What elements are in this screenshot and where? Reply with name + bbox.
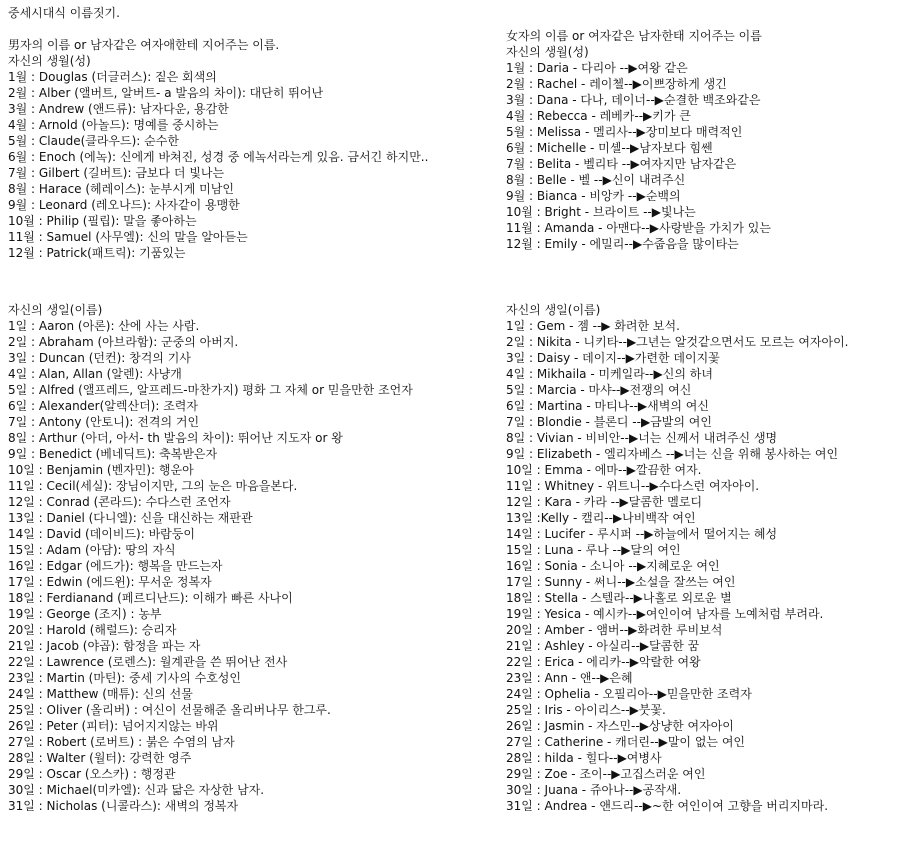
list-item: 1일 : Aaron (아론): 산에 사는 사람. xyxy=(8,319,200,333)
list-item: 8월 : Belle - 벨 --▶신이 내려주신 xyxy=(506,173,686,187)
list-item: 17일 : Sunny - 써니--▶소설을 잘쓰는 여인 xyxy=(506,575,736,589)
list-item: 2월 : Rachel - 레이첼--▶이쁘장하게 생긴 xyxy=(506,77,727,91)
list-item: 19일 : George (조지) : 농부 xyxy=(8,607,162,621)
male-month-section xyxy=(8,5,428,261)
list-item: 4월 : Rebecca - 레베카--▶키가 큰 xyxy=(506,109,691,123)
list-item: 12월 : Patrick(패트릭): 기품있는 xyxy=(8,246,186,260)
list-item: 8월 : Harace (헤레이스): 눈부시게 미남인 xyxy=(8,182,234,196)
list-item: 21일 : Jacob (야곱): 함정을 파는 자 xyxy=(8,639,201,653)
list-item: 5월 : Melissa - 멜리사--▶장미보다 매력적인 xyxy=(506,125,743,139)
list-item: 10일 : Emma - 에마--▶깔끔한 여자. xyxy=(506,463,702,477)
page-title: 중세시대식 이름짓기. xyxy=(8,6,120,20)
list-item: 6일 : Alexander(알렉산더): 조력자 xyxy=(8,399,198,413)
birth-month-heading: 자신의 생월(성) xyxy=(506,45,589,59)
list-item: 3월 : Dana - 다나, 데이너--▶순결한 백조와같은 xyxy=(506,93,761,107)
list-item: 7일 : Antony (안토니): 전격의 거인 xyxy=(8,415,200,429)
list-item: 9월 : Leonard (레오나드): 사자같이 용맹한 xyxy=(8,198,240,212)
female-names-subtitle: 女자의 이름 or 여자같은 남자한태 지어주는 이름 xyxy=(506,29,762,43)
list-item: 1일 : Gem - 젬 --▶ 화려한 보석. xyxy=(506,319,680,333)
list-item: 15일 : Adam (아담): 땅의 자식 xyxy=(8,543,176,557)
male-day-section xyxy=(8,302,413,814)
female-day-section xyxy=(506,302,849,814)
list-item: 3일 : Daisy - 데이지--▶가련한 데이지꽃 xyxy=(506,351,720,365)
list-item: 27일 : Robert (로버트) : 붉은 수염의 남자 xyxy=(8,735,235,749)
female-month-section xyxy=(506,28,771,252)
list-item: 11월 : Samuel (사무엘): 신의 말을 알아듣는 xyxy=(8,230,248,244)
list-item: 25일 : Iris - 아이리스--▶붓꽃. xyxy=(506,703,666,717)
birth-day-heading: 자신의 생일(이름) xyxy=(8,303,103,317)
list-item: 23일 : Ann - 앤--▶은혜 xyxy=(506,671,633,685)
list-item: 22일 : Lawrence (로렌스): 월계관을 쓴 뛰어난 전사 xyxy=(8,655,288,669)
list-item: 12월 : Emily - 에밀리--▶수줍음을 많이타는 xyxy=(506,237,739,251)
list-item: 18일 : Stella - 스텔라--▶나홀로 외로운 별 xyxy=(506,591,732,605)
female-month-list xyxy=(506,60,771,252)
list-item: 5일 : Alfred (앨프레드, 알프레드-마찬가지) 평화 그 자체 or 믿을만한 조언자 xyxy=(8,383,413,397)
list-item: 18일 : Ferdianand (페르디난드): 이해가 빠른 사나이 xyxy=(8,591,293,605)
list-item: 4일 : Mikhaila - 미케일라--▶신의 하녀 xyxy=(506,367,713,381)
list-item: 26일 : Peter (피터): 넘어지지않는 바위 xyxy=(8,719,219,733)
list-item: 4월 : Arnold (아놀드): 명예를 중시하는 xyxy=(8,118,219,132)
list-item: 19일 : Yesica - 예시카--▶여인이여 남자를 노예처럼 부려라. xyxy=(506,607,824,621)
list-item: 13일 :Kelly - 캘리--▶나비백작 여인 xyxy=(506,511,696,525)
list-item: 31일 : Nicholas (니콜라스): 새벽의 정복자 xyxy=(8,799,239,813)
birth-day-heading: 자신의 생일(이름) xyxy=(506,303,601,317)
list-item: 29일 : Zoe - 조이--▶고집스러운 여인 xyxy=(506,767,706,781)
list-item: 6월 : Enoch (에녹): 신에게 바쳐진, 성경 중 에녹서라는게 있음. 금서긴 하지만.. xyxy=(8,150,429,164)
list-item: 13일 : Daniel (다니엘): 신을 대신하는 재판관 xyxy=(8,511,253,525)
list-item: 30일 : Juana - 쥬아나--▶공작새. xyxy=(506,783,682,797)
female-day-list xyxy=(506,318,849,814)
list-item: 21일 : Ashley - 아실리--▶달콤한 꿈 xyxy=(506,639,700,653)
list-item: 27일 : Catherine - 캐더린--▶말이 없는 여인 xyxy=(506,735,746,749)
list-item: 3일 : Duncan (던컨): 창걱의 기사 xyxy=(8,351,191,365)
list-item: 17일 : Edwin (에드윈): 무서운 정복자 xyxy=(8,575,212,589)
list-item: 11일 : Cecil(세실): 장님이지만, 그의 눈은 마음을본다. xyxy=(8,479,298,493)
list-item: 11일 : Whitney - 위트니--▶수다스런 여자아이. xyxy=(506,479,760,493)
list-item: 24일 : Ophelia - 오필리아--▶믿을만한 조력자 xyxy=(506,687,752,701)
list-item: 7일 : Blondie - 블론디 --▶금발의 여인 xyxy=(506,415,712,429)
list-item: 6월 : Michelle - 미셸--▶남자보다 힘쎈 xyxy=(506,141,713,155)
list-item: 9일 : Benedict (베네딕트): 축복받은자 xyxy=(8,447,218,461)
list-item: 10월 : Bright - 브라이트 --▶빛나는 xyxy=(506,205,696,219)
list-item: 3월 : Andrew (앤드류): 남자다운, 용감한 xyxy=(8,102,229,116)
list-item: 4일 : Alan, Allan (알렌): 사냥개 xyxy=(8,367,182,381)
list-item: 2일 : Abraham (아브라함): 군중의 아버지. xyxy=(8,335,239,349)
list-item: 14일 : Lucifer - 루시퍼 --▶하늘에서 떨어지는 혜성 xyxy=(506,527,778,541)
list-item: 29일 : Oscar (오스카) : 행정관 xyxy=(8,767,176,781)
list-item: 12일 : Kara - 카라 --▶달콤한 멜로디 xyxy=(506,495,703,509)
list-item: 28일 : Walter (월터): 강력한 영주 xyxy=(8,751,192,765)
list-item: 26일 : Jasmin - 자스민--▶상냥한 여자아이 xyxy=(506,719,734,733)
list-item: 8일 : Vivian - 비비안--▶너는 신께서 내려주신 생명 xyxy=(506,431,778,445)
list-item: 25일 : Oliver (올리버) : 여신이 선물해준 올리버나무 한그루. xyxy=(8,703,331,717)
list-item: 15일 : Luna - 루나 --▶달의 여인 xyxy=(506,543,681,557)
list-item: 20일 : Harold (해럴드): 승리자 xyxy=(8,623,177,637)
list-item: 31일 : Andrea - 앤드리--▶~한 여인이여 고향을 버리지마라. xyxy=(506,799,829,813)
list-item: 30일 : Michael(미카엘): 신과 닮은 자상한 남자. xyxy=(8,783,265,797)
list-item: 22일 : Erica - 에리카--▶악랄한 여왕 xyxy=(506,655,701,669)
list-item: 10월 : Philip (필립): 말을 좋아하는 xyxy=(8,214,197,228)
birth-month-heading: 자신의 생월(성) xyxy=(8,54,91,68)
list-item: 2일 : Nikita - 니키타--▶그년는 알것같으면서도 모르는 여자아이. xyxy=(506,335,849,349)
list-item: 5월 : Claude(클라우드): 순수한 xyxy=(8,134,179,148)
list-item: 9일 : Elizabeth - 엘리자베스 --▶너는 신을 위해 봉사하는 여인 xyxy=(506,447,839,461)
list-item: 16일 : Sonia - 소니아 --▶지혜로운 여인 xyxy=(506,559,720,573)
list-item: 28일 : hilda - 힐다--▶여병사 xyxy=(506,751,662,765)
male-day-list xyxy=(8,318,413,814)
list-item: 11월 : Amanda - 아맨다--▶사랑받을 가치가 있는 xyxy=(506,221,771,235)
list-item: 2월 : Alber (앨버트, 알버트- a 발음의 차이): 대단히 뛰어난 xyxy=(8,86,324,100)
list-item: 1월 : Douglas (더글러스): 짙은 회색의 xyxy=(8,70,217,84)
list-item: 1월 : Daria - 다리아 --▶여왕 같은 xyxy=(506,61,688,75)
list-item: 12일 : Conrad (콘라드): 수다스런 조언자 xyxy=(8,495,231,509)
list-item: 5일 : Marcia - 마샤--▶전쟁의 여신 xyxy=(506,383,692,397)
list-item: 7월 : Belita - 벨리타 --▶여자지만 남자같은 xyxy=(506,157,737,171)
list-item: 23일 : Martin (마틴): 중세 기사의 수호성인 xyxy=(8,671,241,685)
list-item: 8일 : Arthur (아더, 아서- th 발음의 차이): 뛰어난 지도자 or 왕 xyxy=(8,431,343,445)
male-names-subtitle: 男자의 이름 or 남자같은 여자애한테 지어주는 이름. xyxy=(8,38,280,52)
list-item: 24일 : Matthew (매튜): 신의 선물 xyxy=(8,687,193,701)
list-item: 6일 : Martina - 마티나--▶새벽의 여신 xyxy=(506,399,709,413)
male-month-list xyxy=(8,69,428,261)
list-item: 9월 : Bianca - 비앙카 --▶순백의 xyxy=(506,189,681,203)
list-item: 20일 : Amber - 앰버--▶화려한 루비보석 xyxy=(506,623,723,637)
list-item: 16일 : Edgar (에드가): 행복을 만드는자 xyxy=(8,559,223,573)
list-item: 10일 : Benjamin (벤자민): 행운아 xyxy=(8,463,194,477)
list-item: 7월 : Gilbert (길버트): 금보다 더 빛나는 xyxy=(8,166,225,180)
list-item: 14일 : David (데이비드): 바람둥이 xyxy=(8,527,195,541)
